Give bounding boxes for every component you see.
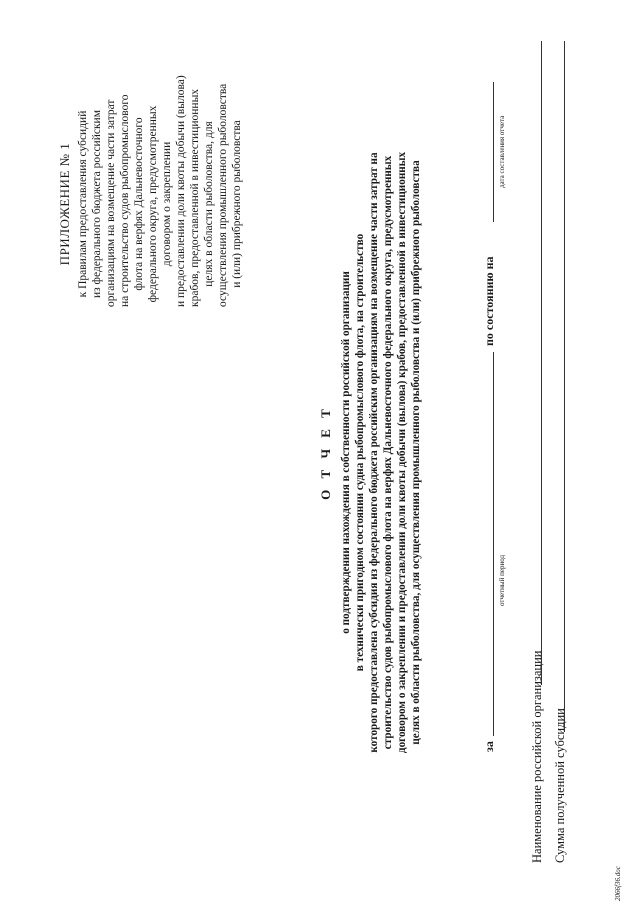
heading-line: строительство судов рыбопромыслового флота на верфях Дальневосточного федерального округа, предусмотренных xyxy=(382,155,395,750)
report-title: О Т Ч Е Т xyxy=(318,405,333,500)
file-footer-note: 2066f36.doc xyxy=(614,866,622,901)
period-blank[interactable] xyxy=(493,352,494,736)
appendix-line: федерального округа, предусмотренных xyxy=(147,105,159,303)
appendix-line: договором о закреплении xyxy=(161,141,173,267)
organization-field xyxy=(530,651,545,863)
period-for-label: за xyxy=(482,741,496,752)
appendix-line: и предоставлении доли квоты добычи (вылова) xyxy=(175,75,187,307)
appendix-line: флота на верфях Дальневосточного xyxy=(133,117,145,291)
report-date-blank[interactable] xyxy=(493,82,494,222)
appendix-line: на строительство судов рыбопромыслового xyxy=(119,94,131,307)
heading-line: о подтверждении нахождения в собственности российской организации xyxy=(340,271,352,634)
subsidy-blank[interactable] xyxy=(564,41,565,732)
subsidy-label: Сумма полученной субсидии xyxy=(553,708,567,863)
appendix-line: крабов, предоставленной в инвестиционных xyxy=(189,88,201,307)
subsidy-field xyxy=(553,708,568,863)
appendix-line: организациям на возмещение части затрат xyxy=(105,99,117,307)
heading-line: которого предоставлена субсидия из федерального бюджета российским организациям на возмещение части затрат на xyxy=(368,152,381,753)
appendix-line: и (или) прибрежного рыболовства xyxy=(231,120,243,288)
appendix-line: осуществления промышленного рыболовства xyxy=(217,83,229,307)
organization-blank[interactable] xyxy=(541,41,542,685)
appendix-line: целях в области рыболовства, для xyxy=(203,121,215,287)
appendix-title: ПРИЛОЖЕНИЕ № 1 xyxy=(57,142,72,266)
state-date-label: по состоянию на xyxy=(482,256,496,346)
heading-line: договором о закреплении и предоставлении доли квоты добычи (вылова) крабов, предоставленной в инвестиционных xyxy=(396,151,409,754)
period-row xyxy=(478,42,518,762)
organization-label: Наименование российской организации xyxy=(530,650,544,863)
period-caption: отчетный период xyxy=(498,554,506,606)
report-heading xyxy=(339,0,424,905)
appendix-line: к Правилам предоставления субсидий xyxy=(77,110,89,298)
report-date-caption: дата составления отчета xyxy=(498,115,506,188)
heading-line: в технически пригодном состоянии судна рыбопромыслового флота, на строительство xyxy=(354,233,367,672)
appendix-block xyxy=(57,75,244,307)
appendix-line: из федерального бюджета российским xyxy=(91,110,103,299)
heading-line: целях в области рыболовства, для осуществления промышленного рыболовства и (или) прибрежного рыболовства xyxy=(410,160,423,745)
